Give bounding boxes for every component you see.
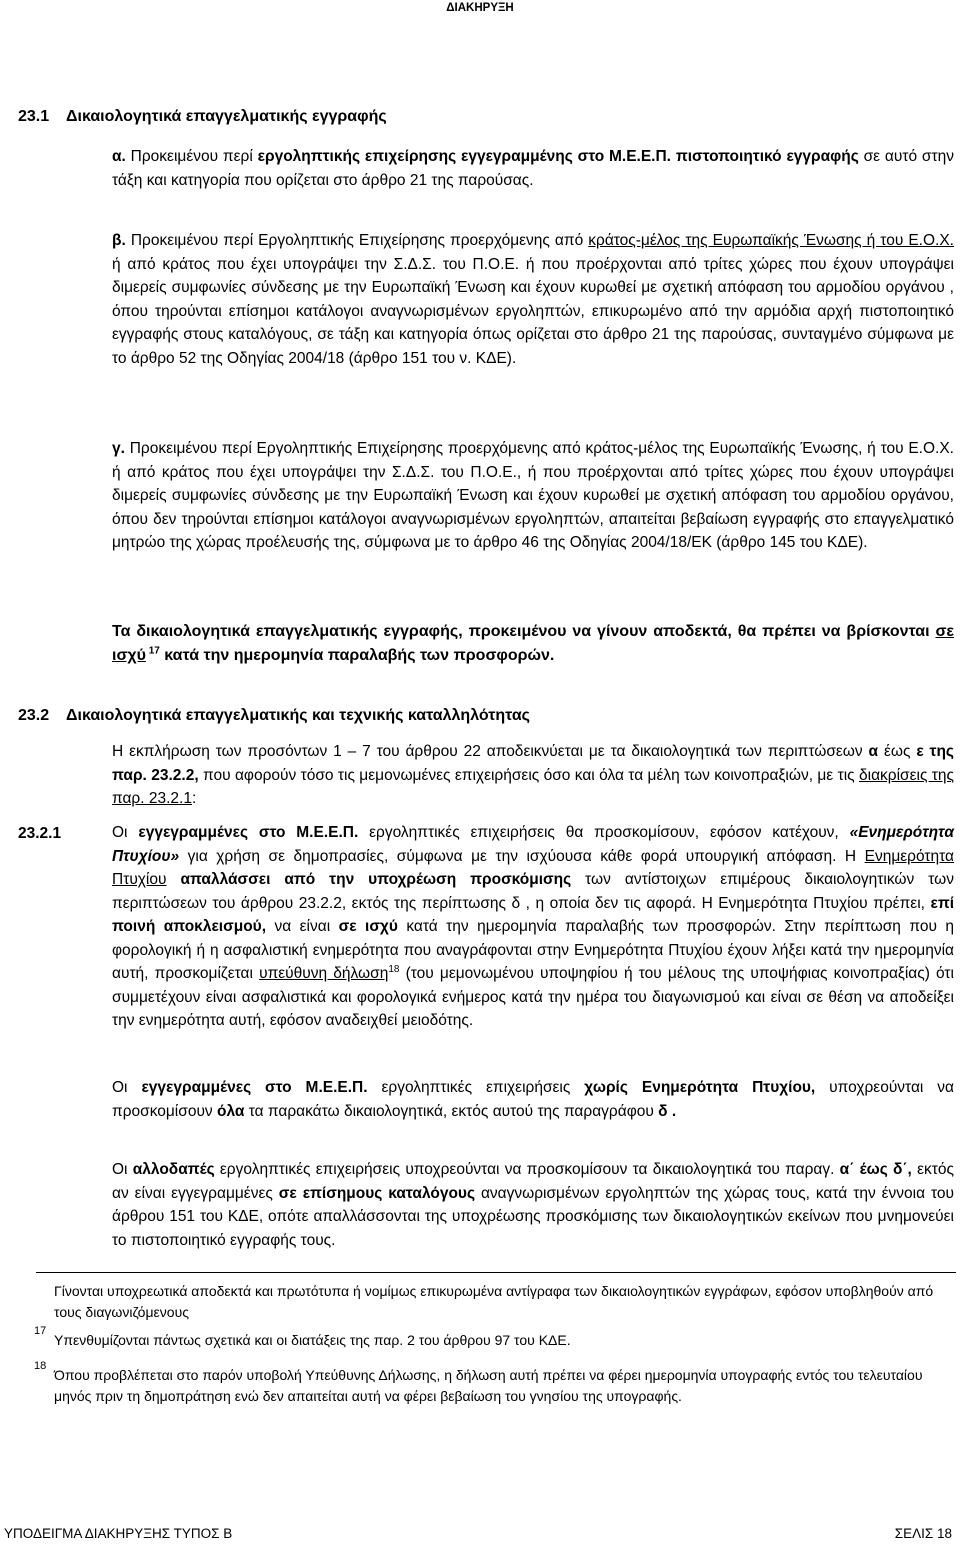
validity-notice: Τα δικαιολογητικά επαγγελματικής εγγραφής, προκειμένου να γίνουν αποδεκτά, θα πρέπει να βρίσκονται σε ισχύ $^{17}$ κατά την ημερομηνία παραλαβής των προσφορών.: [112, 623, 954, 664]
section-number: 23.1: [18, 108, 50, 125]
footnote-separator: [36, 1272, 956, 1273]
section-intro: Η εκπλήρωση των προσόντων 1 – 7 του άρθρου 22 αποδεικνύεται με τα δικαιολογητικά των περιπτώσεων α έως ε της παρ. 23.2.2, που αφορούν τόσο τις μεμονωμένες επιχειρήσεις όσο και όλα τα μέλη των κοινοπραξιών, με τις διακρίσεις της παρ. 23.2.1:: [112, 743, 955, 807]
section-title: Δικαιολογητικά επαγγελματικής και τεχνικής καταλληλότητας: [66, 707, 530, 724]
list-marker: γ.: [112, 440, 125, 457]
list-marker: α.: [112, 148, 126, 165]
footnote-18-text: Όπου προβλέπεται στο παρόν υποβολή Υπεύθυνης Δήλωσης, η δήλωση αυτή πρέπει να φέρει ημερομηνία υπογραφής εντός του τελευταίου μηνός πριν τη δημοπράτηση ενώ δεν απαιτείται αυτή να φέρει βεβαίωση του γνησίου της υπογραφής.: [54, 1367, 923, 1404]
footnote-text: Γίνονται υποχρεωτικά αποδεκτά και πρωτότυπα ή νομίμως επικυρωμένα αντίγραφα των δικαιολογητικών εγγράφων, εφόσον υποβληθούν από τους διαγωνιζόμενους: [54, 1283, 934, 1320]
paragraph-foreign-companies: Οι αλλοδαπές εργοληπτικές επιχειρήσεις υποχρεούνται να προσκομίσουν τα δικαιολογητικά του παραγ. α΄ έως δ΄, εκτός αν είναι εγγεγραμμένες σε επίσημους καταλόγους αναγνωρισμένων εργοληπτών της χώρας τους, κατά την έννοια του άρθρου 151 του ΚΔΕ, οπότε απαλλάσσονται της υποχρέωσης προσκόμισης των δικαιολογητικών εκείνων που μνημονεύει το πιστοποιητικό εγγραφής τους.: [112, 1161, 955, 1249]
section-title: Δικαιολογητικά επαγγελματικής εγγραφής: [66, 108, 387, 125]
footer-doc-name: ΥΠΟΔΕΙΓΜΑ ΔΙΑΚΗΡΥΞΗΣ ΤΥΠΟΣ Β: [4, 1526, 233, 1541]
list-marker: β.: [112, 232, 126, 249]
paragraph-a: α. Προκειμένου περί εργοληπτικής επιχείρησης εγγεγραμμένης στο Μ.Ε.Ε.Π. πιστοποιητικό εγγραφής σε αυτό στην τάξη και κατηγορία που ορίζεται στο άρθρο 21 της παρούσας.: [112, 148, 954, 189]
document-header: ΔΙΑΚΗΡΥΞΗ: [446, 2, 514, 14]
section-number: 23.2.1: [18, 825, 62, 842]
footer-page-number: ΣΕΛΙΣ 18: [894, 1526, 952, 1541]
section-number: 23.2: [18, 707, 50, 724]
paragraph-b: β. Προκειμένου περί Εργοληπτικής Επιχείρησης προερχόμενης από κράτος-μέλος της Ευρωπαϊκής Ένωσης ή του Ε.Ο.Χ. ή από κράτος που έχει υπογράψει την Σ.Δ.Σ. του Π.Ο.Ε. ή που προέρχονται από τρίτες χώρες που έχουν υπογράψει διμερείς συμφωνίες σύνδεσης με την Ευρωπαϊκή Ένωση και έχουν κυρωθεί με σχετική απόφαση του αρμοδίου οργάνου , όπου τηρούνται επίσημοι κατάλογοι αναγνωρισμένων εργοληπτών, επικυρωμένο από την αρμόδια αρχή πιστοποιητικό εγγραφής στους καταλόγους, σε τάξη και κατηγορία όπως ορίζεται στο άρθρο 21 της παρούσας, συνταγμένο σύμφωνα με το άρθρο 52 της Οδηγίας 2004/18 (άρθρο 151 του ν. ΚΔΕ).: [112, 232, 954, 367]
footnote-17-text: Υπενθυμίζονται πάντως σχετικά και οι διατάξεις της παρ. 2 του άρθρου 97 του ΚΔΕ.: [54, 1332, 571, 1348]
footnote-number: 17: [34, 1325, 47, 1337]
paragraph-registered-without-certificate: Οι εγγεγραμμένες στο Μ.Ε.Ε.Π. εργοληπτικές επιχειρήσεις χωρίς Ενημερότητα Πτυχίου, υποχρεούνται να προσκομίσουν όλα τα παρακάτω δικαιολογητικά, εκτός αυτού της παραγράφου δ .: [112, 1079, 954, 1120]
footnote-ref-18: 18: [388, 963, 400, 975]
paragraph-registered-with-certificate: Οι εγγεγραμμένες στο Μ.Ε.Ε.Π. εργοληπτικές επιχειρήσεις θα προσκομίσουν, εφόσον κατέχουν, «Ενημερότητα Πτυχίου» για χρήση σε δημοπρασίες, σύμφωνα με την ισχύουσα κάθε φορά υπουργική απόφαση. Η Ενημερότητα Πτυχίου απαλλάσσει από την υποχρέωση προσκόμισης των αντίστοιχων επιμέρους δικαιολογητικών των περιπτώσεων του άρθρου 23.2.2, εκτός της περίπτωσης δ , η οποία δεν τις αφορά. Η Ενημερότητα Πτυχίου πρέπει, επί ποινή αποκλεισμού, να είναι σε ισχύ κατά την ημερομηνία παραλαβής των προσφορών. Στην περίπτωση που η φορολογική ή η ασφαλιστική ενημερότητα που αναγράφονται στην Ενημερότητα Πτυχίου έχουν λήξει κατά την ημερομηνία αυτή, προσκομίζεται υπεύθυνη δήλωση$^{18}$ (του μεμονωμένου υποψηφίου ή του μέλους της υποψήφιας κοινοπραξίας) ότι συμμετέχουν είναι ασφαλιστικά και φορολογικά ενήμερος κατά την ημέρα του διαγωνισμού και είναι σε θέση να αποδείξει την ενημερότητα αυτή, εφόσον αναδειχθεί μειοδότης.: [112, 824, 954, 1029]
paragraph-c: γ. Προκειμένου περί Εργοληπτικής Επιχείρησης προερχόμενης από κράτος-μέλος της Ευρωπαϊκής Ένωσης, ή του Ε.Ο.Χ. ή από κράτος που έχει υπογράψει την Σ.Δ.Σ. του Π.Ο.Ε., ή που προέρχονται από τρίτες χώρες που έχουν υπογράψει διμερείς συμφωνίες σύνδεσης με την Ευρωπαϊκή Ένωση και έχουν κυρωθεί με σχετική απόφαση του αρμοδίου οργάνου, όπου δεν τηρούνται επίσημοι κατάλογοι αναγνωρισμένων εργοληπτών, απαιτείται βεβαίωση εγγραφής στο επαγγελματικό μητρώο της χώρας προέλευσής της, σύμφωνα με το άρθρο 46 της Οδηγίας 2004/18/ΕΚ (άρθρο 145 του ΚΔΕ).: [112, 440, 954, 551]
footnote-ref-17: 17: [145, 645, 160, 657]
footnote-number: 18: [34, 1360, 47, 1372]
